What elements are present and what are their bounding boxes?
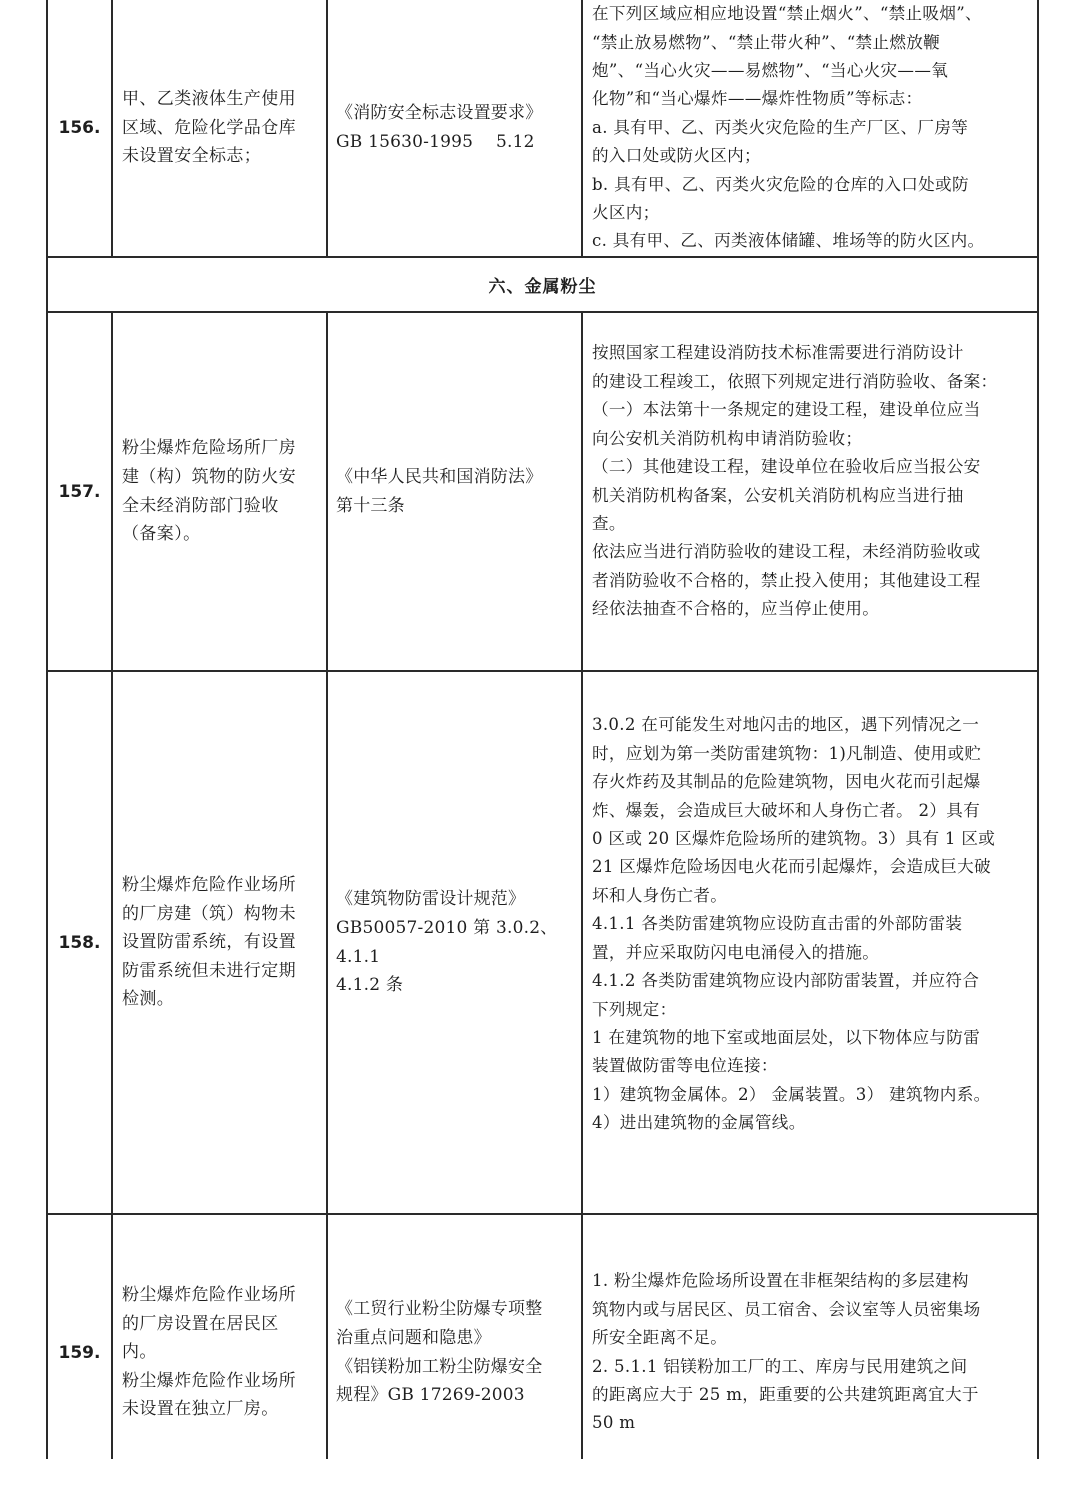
hazard-description: 粉尘爆炸危险作业场所 的厂房设置在居民区 内。 粉尘爆炸危险作业场所 未设置在独立厂房。 <box>122 1285 296 1420</box>
hazard-description: 粉尘爆炸危险作业场所 的厂房建（筑）构物未 设置防雷系统，有设置 防雷系统但未进行定期 检测。 <box>122 875 296 1010</box>
requirement-text: 1. 粉尘爆炸危险场所设置在非框架结构的多层建构 筑物内或与居民区、员工宿舍、会议室等人员密集场 所安全距离不足。 2. 5.1.1 铝镁粉加工厂的工、库房与民用建筑之间 的距离应大于 25 m，距重要的公共建筑距离宜大于 50 m <box>592 1271 981 1433</box>
table-divider-hazard <box>326 0 328 257</box>
row-number: 156. <box>58 118 101 138</box>
table-divider-basis <box>581 312 583 1459</box>
table-divider-number <box>111 0 113 257</box>
requirement-text: 按照国家工程建设消防技术标准需要进行消防设计 的建设工程竣工，依照下列规定进行消防验收、备案： （一）本法第十一条规定的建设工程，建设单位应当 向公安机关消防机构申请消防验收； （二）其他建设工程，建设单位在验收后应当报公安 机关消防机构备案，公安机关消防机构应当进行抽 查。 依法应当进行消防验收的建设工程，未经消防验收或 者消防验收不合格的，禁止投入使用；其他建设工程 经依法抽查不合格的，应当停止使用。 <box>592 343 998 619</box>
legal-basis: 《消防安全标志设置要求》 GB 15630-1995 5.12 <box>336 103 543 152</box>
legal-basis: 《中华人民共和国消防法》 第十三条 <box>336 466 543 516</box>
row-number: 157. <box>58 481 101 502</box>
legal-basis: 《建筑物防雷设计规范》 GB50057-2010 第 3.0.2、 4.1.1 4.1.2 条 <box>336 889 558 996</box>
requirement-text: 在下列区域应相应地设置“禁止烟火”、“禁止吸烟”、 “禁止放易燃物”、“禁止带火种”、“禁止燃放鞭 炮”、“当心火灾——易燃物”、“当心火灾——氧 化物”和“当心爆炸——爆炸性物质”等标志： a. 具有甲、乙、丙类火灾危险的生产厂区、厂房等 的入口处或防火区内； b. 具有甲、乙、丙类火灾危险的仓库的入口处或防 火区内； c. 具有甲、乙、丙类液体储罐、堆场等的防火区内。 <box>592 4 985 251</box>
table-divider-number <box>111 312 113 1459</box>
legal-basis: 《工贸行业粉尘防爆专项整 治重点问题和隐患》 《铝镁粉加工粉尘防爆安全 规程》GB 17269-2003 <box>336 1299 543 1406</box>
requirement-text: 3.0.2 在可能发生对地闪击的地区，遇下列情况之一 时，应划为第一类防雷建筑物：1)凡制造、使用或贮 存火炸药及其制品的危险建筑物，因电火花而引起爆 炸、爆轰，会造成巨大破坏和人身伤亡者。 2）具有 0 区或 20 区爆炸危险场所的建筑物。3）具有 1 区或 21 区爆炸危险场因电火花而引起爆炸，会造成巨大破 坏和人身伤亡者。 4.1.1 各类防雷建筑物应设防直击雷的外部防雷装 置，并应采取防闪电电涌侵入的措施。 4.1.2 各类防雷建筑物应设内部防雷装置，并应符合 下列规定： 1 在建筑物的地下室或地面层处，以下物体应与防雷 装置做防雷等电位连接： 1）建筑物金属体。2） 金属装置。3） 建筑物内系。 4）进出建筑物的金属管线。 <box>592 715 996 1133</box>
table-divider-hazard <box>326 312 328 1459</box>
hazard-description: 甲、乙类液体生产使用 区域、危险化学品仓库 未设置安全标志； <box>122 89 296 167</box>
section-header: 六、金属粉尘 <box>488 277 597 297</box>
hazard-description: 粉尘爆炸危险场所厂房 建（构）筑物的防火安 全未经消防部门验收 （备案）。 <box>122 438 296 545</box>
table-border-right <box>1037 0 1039 1459</box>
row-number: 158. <box>58 932 101 953</box>
row-number: 159. <box>58 1342 101 1363</box>
table-divider-basis <box>581 0 583 257</box>
